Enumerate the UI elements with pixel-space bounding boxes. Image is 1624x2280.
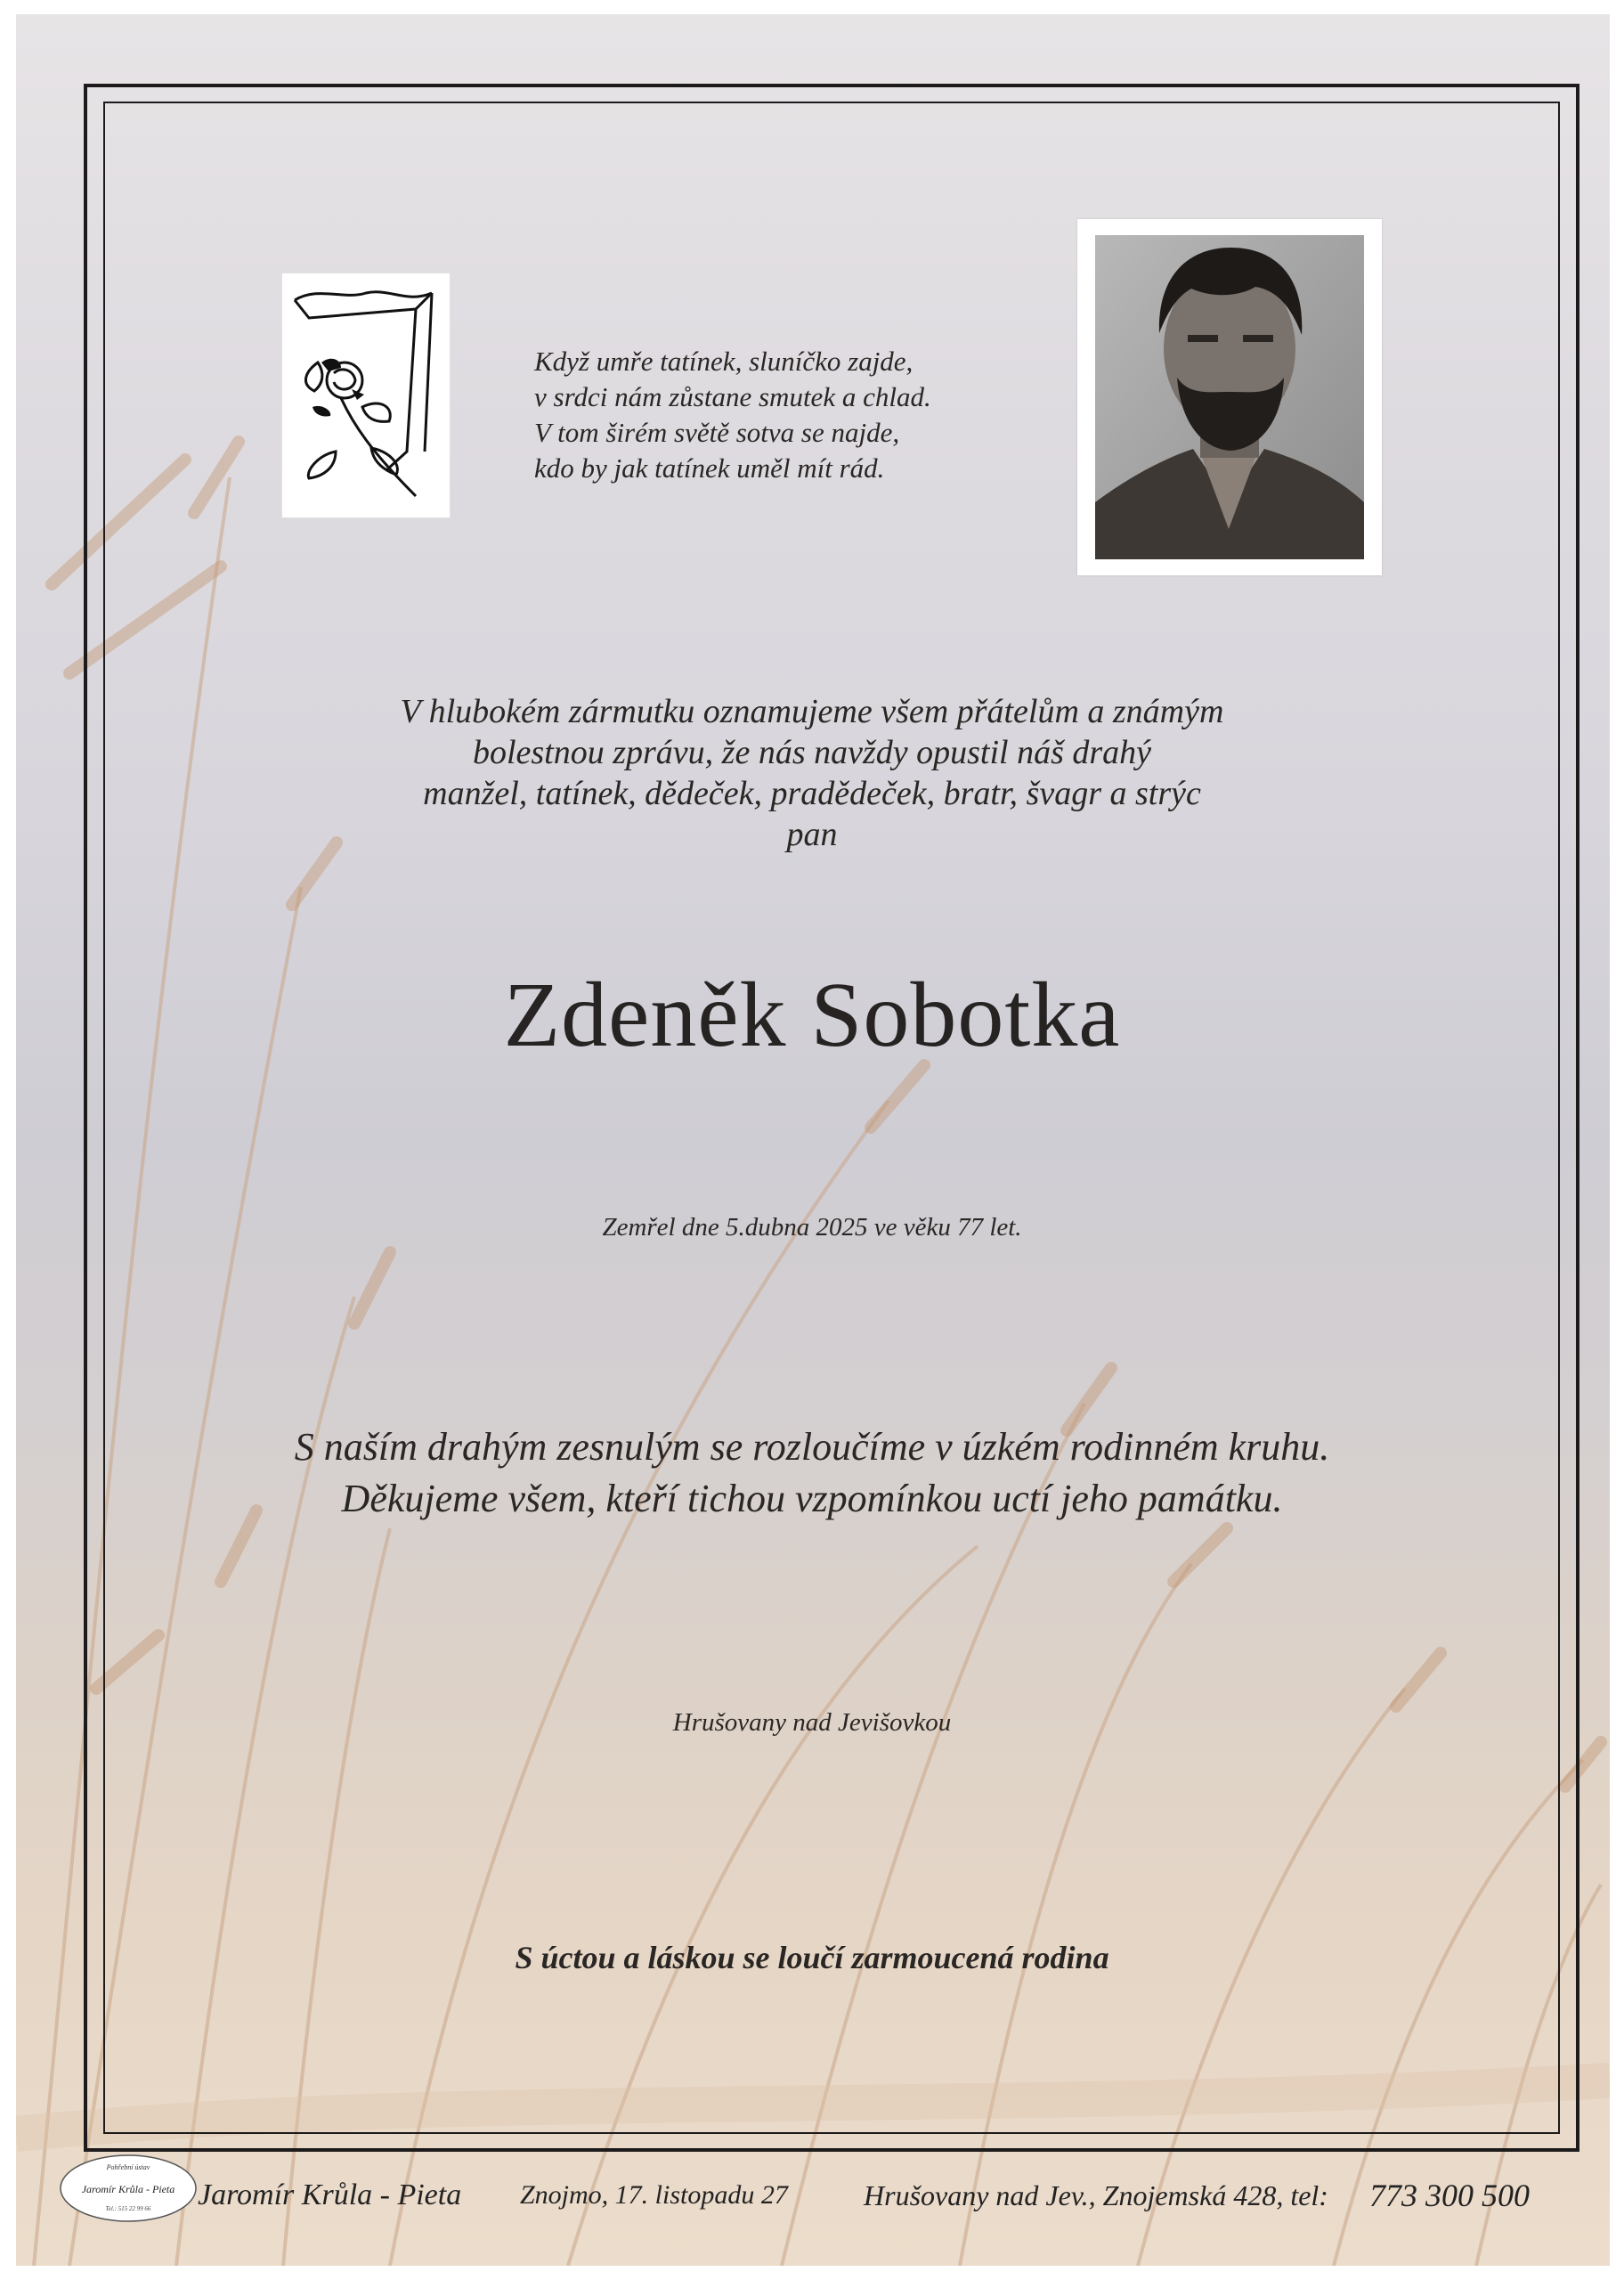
- footer-contact: [198, 2173, 1604, 2219]
- announcement-text: [267, 691, 1357, 855]
- poem-line: V tom širém světě sotva se najde,: [534, 417, 900, 448]
- farewell-line: S naším drahým zesnulým se rozloučíme v úzkém rodinném kruhu.: [294, 1425, 1330, 1469]
- footer-address-hrusovany: Hrušovany nad Jev., Znojemská 428, tel:: [864, 2179, 1328, 2211]
- farewell-line: Děkujeme všem, kteří tichou vzpomínkou uctí jeho památku.: [341, 1477, 1283, 1520]
- logo-name-text: Jaromír Krůla - Pieta: [81, 2183, 175, 2195]
- funeral-home-logo: [59, 2154, 198, 2223]
- logo-phone-text: Tel.: 515 22 99 66: [105, 2205, 151, 2212]
- footer-firm-name: Jaromír Krůla - Pieta: [198, 2178, 462, 2211]
- death-info: Zemřel dne 5.dubna 2025 ve věku 77 let.: [602, 1213, 1022, 1242]
- footer-address-znojmo: Znojmo, 17. listopadu 27: [520, 2180, 788, 2210]
- portrait-photo: [1077, 219, 1382, 575]
- logo-top-text: Pohřební ústav: [106, 2163, 150, 2171]
- portrait-image: [1095, 235, 1364, 559]
- farewell-text: [142, 1421, 1482, 1525]
- poem-line: kdo by jak tatínek uměl mít rád.: [534, 452, 885, 484]
- family-signature: S úctou a láskou se loučí zarmoucená rodina: [515, 1940, 1109, 1975]
- deceased-name: Zdeněk Sobotka: [503, 964, 1121, 1066]
- place-name: Hrušovany nad Jevišovkou: [672, 1708, 952, 1737]
- poem: [534, 344, 1033, 486]
- announcement-line: V hlubokém zármutku oznamujeme všem přátelům a známým: [400, 693, 1224, 730]
- rose-icon: [282, 273, 450, 517]
- footer-phone: 773 300 500: [1369, 2178, 1530, 2213]
- rose-cross-emblem: [281, 273, 451, 518]
- announcement-line: manžel, tatínek, dědeček, pradědeček, bratr, švagr a strýc: [423, 775, 1201, 812]
- poem-line: v srdci nám zůstane smutek a chlad.: [534, 381, 931, 412]
- announcement-line: pan: [786, 816, 838, 853]
- poem-line: Když umře tatínek, sluníčko zajde,: [534, 346, 914, 377]
- announcement-line: bolestnou zprávu, že nás navždy opustil náš drahý: [472, 734, 1152, 771]
